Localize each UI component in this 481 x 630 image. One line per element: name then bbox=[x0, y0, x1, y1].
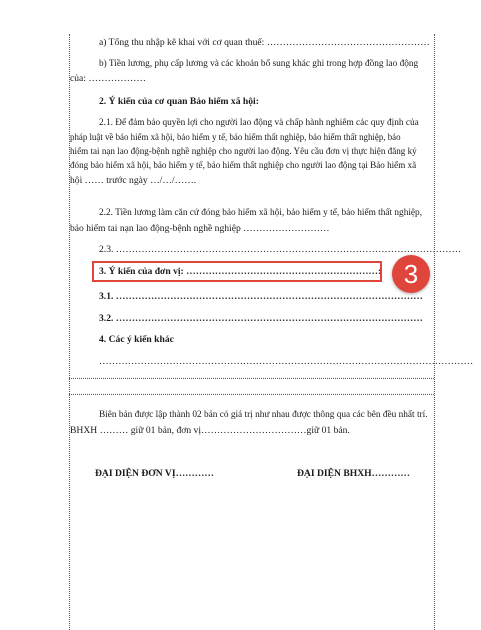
item-b-text-line1: b) Tiền lương, phụ cấp lương và các khoản bổ sung khác ghi trong hợp đồng lao động bbox=[99, 59, 419, 69]
paragraph-2-1-line2: pháp luật về bảo hiểm xã hội, bảo hiểm y tế, bảo hiểm thất nghiệp, bảo hiểm thất nghiệp, bảo bbox=[70, 132, 401, 142]
item-3-1: 3.1. …………………………………………………………………………………… bbox=[99, 291, 423, 302]
page-break-guide-bottom bbox=[69, 394, 434, 395]
item-a-text: a) Tổng thu nhập kê khai với cơ quan thuế: …………………………………………… bbox=[99, 37, 430, 48]
section-4-dots: ……………………………………………………………………………………………………… bbox=[99, 356, 474, 367]
highlight-box bbox=[92, 261, 382, 282]
paragraph-2-1-line1: 2.1. Để đảm bảo quyền lợi cho người lao động và chấp hành nghiêm các quy định của bbox=[99, 118, 419, 128]
paragraph-2-3: 2.3. ……………………………………………………………………………………………… bbox=[99, 244, 462, 255]
step-badge: 3 bbox=[392, 255, 430, 293]
closing-text-line2: BHXH ……… giữ 01 bản, đơn vị……………………………giữ 01 bản. bbox=[70, 425, 350, 436]
signature-right: ĐẠI DIỆN BHXH………… bbox=[297, 468, 411, 479]
item-b-text-line2: của: ……………… bbox=[70, 73, 146, 84]
paragraph-2-1-line5: hội …… trước ngày …/…/……. bbox=[70, 175, 197, 186]
signature-left: ĐẠI DIỆN ĐƠN VỊ………… bbox=[95, 468, 214, 479]
paragraph-2-1-line4: đóng bảo hiểm xã hội, bảo hiểm y tế, bảo hiểm thất nghiệp cho người lao động tại Bảo hiểm xã bbox=[70, 160, 417, 170]
section-4-title: 4. Các ý kiến khác bbox=[99, 334, 174, 345]
paragraph-2-2-line1: 2.2. Tiền lương làm căn cứ đóng bảo hiểm xã hội, bảo hiểm y tế, bảo hiểm thất nghiệp, bbox=[99, 208, 423, 218]
item-3-2: 3.2. …………………………………………………………………………………… bbox=[99, 313, 423, 324]
page-break-guide-top bbox=[69, 378, 434, 379]
closing-text-line1: Biên bản được lập thành 02 bản có giá trị như nhau được thông qua các bên đều nhất trí. bbox=[99, 410, 428, 420]
page-margin-right-guide bbox=[434, 34, 435, 630]
page-margin-left-guide bbox=[69, 34, 70, 630]
section-2-title: 2. Ý kiến của cơ quan Bảo hiểm xã hội: bbox=[99, 96, 259, 107]
section-3-title[interactable]: 3. Ý kiến của đơn vị: ……………………………………………………: bbox=[99, 266, 382, 277]
paragraph-2-2-line2: bảo hiểm tai nạn lao động-bệnh nghề nghiệp ……………………… bbox=[70, 223, 330, 234]
paragraph-2-1-line3: hiểm tai nạn lao động-bệnh nghề nghiệp cho người lao động. Yêu cầu đơn vị thực hiện đăng ký bbox=[70, 146, 417, 156]
